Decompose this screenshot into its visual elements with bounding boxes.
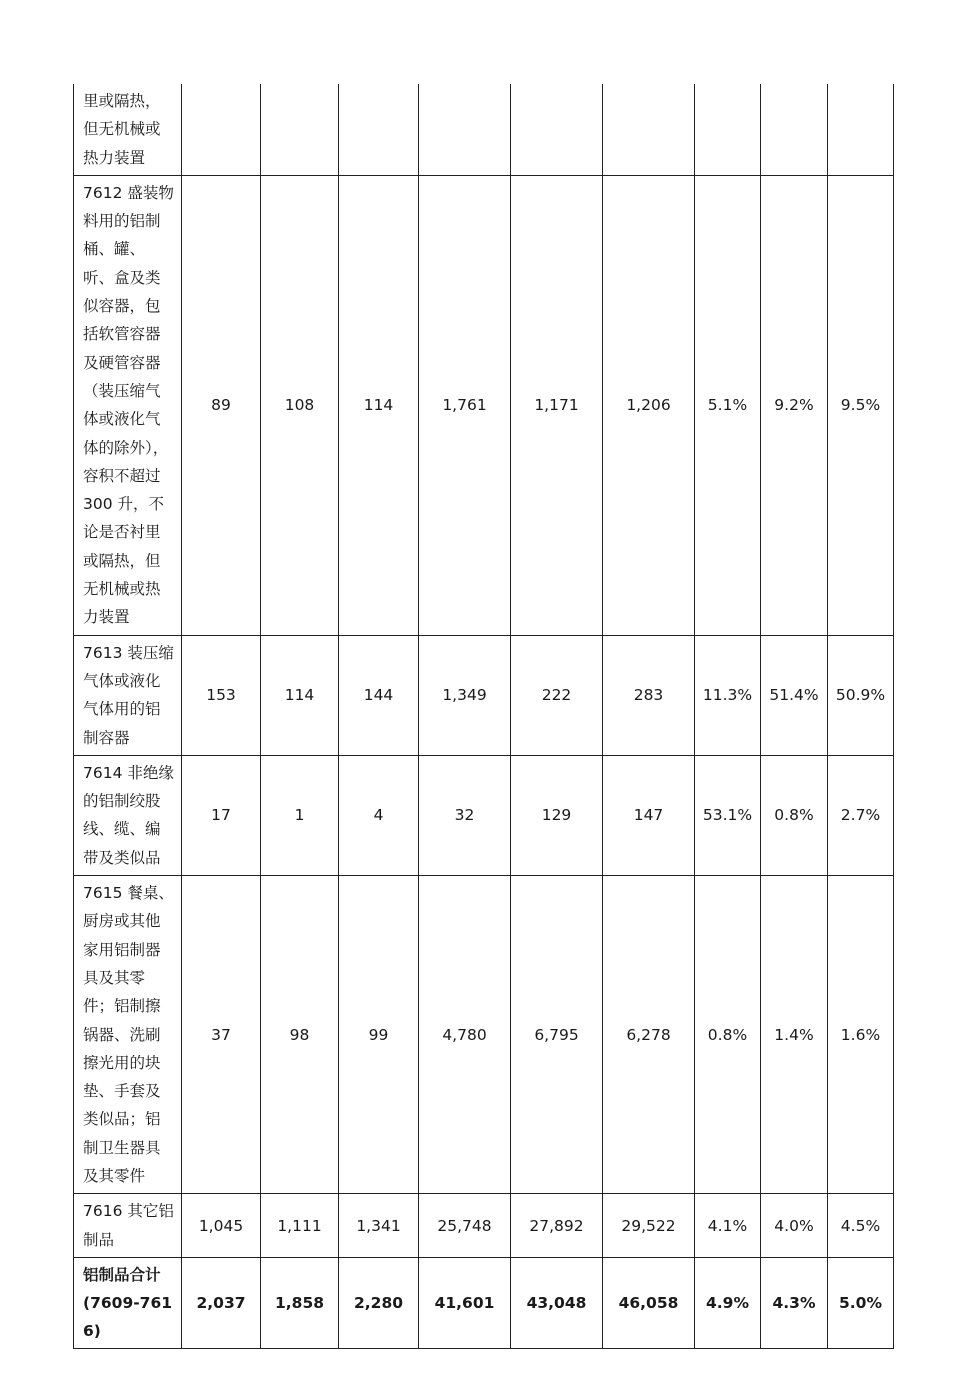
value-cell: 27,892	[511, 1194, 603, 1258]
value-cell	[339, 84, 419, 175]
table-row	[74, 84, 894, 175]
value-cell: 25,748	[419, 1194, 511, 1258]
row-label: 7612 盛装物料用的铝制桶、罐、听、盒及类似容器，包括软管容器及硬管容器（装压缩气体或液化气体的除外），容积不超过 300 升，不论是否衬里或隔热，但无机械或热力装置	[83, 183, 174, 627]
value-cell: 53.1%	[695, 755, 761, 875]
trade-data-table	[73, 84, 894, 1349]
value-cell: 4	[339, 755, 419, 875]
table-row	[74, 876, 894, 1194]
value-cell: 129	[511, 755, 603, 875]
value-cell: 17	[182, 755, 261, 875]
value-cell	[182, 84, 261, 175]
value-cell: 0.8%	[761, 755, 828, 875]
value-cell: 4.1%	[695, 1194, 761, 1258]
row-label: 7614 非绝缘的铝制绞股线、缆、编带及类似品	[83, 763, 174, 867]
value-cell: 2,037	[182, 1257, 261, 1348]
value-cell: 46,058	[603, 1257, 695, 1348]
value-cell: 9.2%	[761, 175, 828, 635]
value-cell: 147	[603, 755, 695, 875]
value-cell: 1,045	[182, 1194, 261, 1258]
value-cell: 41,601	[419, 1257, 511, 1348]
value-cell: 32	[419, 755, 511, 875]
value-cell: 43,048	[511, 1257, 603, 1348]
value-cell	[603, 84, 695, 175]
table-row	[74, 175, 894, 635]
value-cell	[695, 84, 761, 175]
value-cell: 1,171	[511, 175, 603, 635]
row-label-cell	[74, 175, 182, 635]
table-row	[74, 1194, 894, 1258]
value-cell: 0.8%	[695, 876, 761, 1194]
value-cell: 4.3%	[761, 1257, 828, 1348]
value-cell: 1,858	[261, 1257, 339, 1348]
value-cell: 1.6%	[828, 876, 894, 1194]
value-cell: 98	[261, 876, 339, 1194]
row-label: 7613 装压缩气体或液化气体用的铝制容器	[83, 643, 174, 747]
value-cell: 1.4%	[761, 876, 828, 1194]
value-cell	[828, 84, 894, 175]
row-label-cell	[74, 635, 182, 755]
value-cell: 51.4%	[761, 635, 828, 755]
row-label-cell	[74, 755, 182, 875]
value-cell: 4.5%	[828, 1194, 894, 1258]
row-label-cell	[74, 1194, 182, 1258]
value-cell: 4.0%	[761, 1194, 828, 1258]
value-cell	[419, 84, 511, 175]
row-label-cell	[74, 84, 182, 175]
value-cell: 6,795	[511, 876, 603, 1194]
value-cell: 1,206	[603, 175, 695, 635]
table-body	[74, 84, 894, 1348]
value-cell: 283	[603, 635, 695, 755]
value-cell: 5.0%	[828, 1257, 894, 1348]
row-label-cell	[74, 876, 182, 1194]
value-cell: 1,341	[339, 1194, 419, 1258]
value-cell: 1	[261, 755, 339, 875]
row-label: 7616 其它铝制品	[83, 1202, 174, 1249]
value-cell: 2,280	[339, 1257, 419, 1348]
value-cell: 1,349	[419, 635, 511, 755]
value-cell: 1,111	[261, 1194, 339, 1258]
row-label: 里或隔热，但无机械或热力装置	[83, 92, 161, 167]
value-cell: 11.3%	[695, 635, 761, 755]
value-cell: 4,780	[419, 876, 511, 1194]
value-cell: 1,761	[419, 175, 511, 635]
table-row	[74, 755, 894, 875]
table-total-row	[74, 1257, 894, 1348]
value-cell: 108	[261, 175, 339, 635]
value-cell: 114	[261, 635, 339, 755]
row-label-cell	[74, 1257, 182, 1348]
value-cell: 9.5%	[828, 175, 894, 635]
value-cell: 99	[339, 876, 419, 1194]
value-cell: 4.9%	[695, 1257, 761, 1348]
value-cell: 37	[182, 876, 261, 1194]
value-cell	[261, 84, 339, 175]
value-cell: 153	[182, 635, 261, 755]
total-code-range: (7609-7616)	[83, 1293, 173, 1340]
value-cell: 50.9%	[828, 635, 894, 755]
value-cell: 6,278	[603, 876, 695, 1194]
value-cell	[511, 84, 603, 175]
value-cell: 144	[339, 635, 419, 755]
value-cell: 222	[511, 635, 603, 755]
value-cell: 5.1%	[695, 175, 761, 635]
row-label: 7615 餐桌、厨房或其他家用铝制器具及其零件；铝制擦锅器、洗刷擦光用的块垫、手套及类似品；铝制卫生器具及其零件	[83, 884, 174, 1185]
value-cell: 2.7%	[828, 755, 894, 875]
value-cell	[761, 84, 828, 175]
total-label: 铝制品合计	[83, 1265, 161, 1284]
value-cell: 29,522	[603, 1194, 695, 1258]
value-cell: 89	[182, 175, 261, 635]
table-row	[74, 635, 894, 755]
value-cell: 114	[339, 175, 419, 635]
